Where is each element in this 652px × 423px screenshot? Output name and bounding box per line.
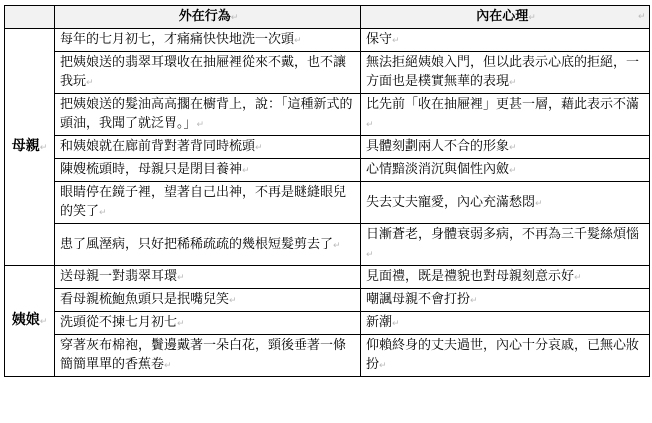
behavior-text: 把姨娘送的髮油高高擱在櫥背上，說：「這種新式的頭油，我聞了就泛胃。」 <box>60 97 353 131</box>
behavior-cell-mark: ↵ <box>86 78 94 88</box>
behavior-cell-mark: ↵ <box>99 208 107 218</box>
psychology-text: 比先前「收在抽屜裡」更甚一層，藉此表示不滿 <box>366 97 640 112</box>
table-row <box>5 289 650 312</box>
behavior-text: 送母親一對翡翠耳環 <box>60 269 178 284</box>
psychology-cell-mark: ↵ <box>509 143 517 153</box>
table-row <box>5 182 650 224</box>
psychology-cell-mark: ↵ <box>535 198 543 209</box>
header-behavior-mark: ↵ <box>230 13 239 23</box>
table-row <box>5 52 650 94</box>
psychology-cell-mark: ↵ <box>392 319 400 329</box>
behavior-text: 和姨娘就在廊前背對著背同時梳頭 <box>60 139 256 154</box>
group-label: 母親 <box>11 137 40 154</box>
psychology-cell-mark: ↵ <box>392 36 400 46</box>
behavior-text: 陳嫂梳頭時，母親只是閉目養神 <box>60 162 243 177</box>
comparison-table <box>4 5 650 377</box>
behavior-text: 患了風溼病，只好把稀稀疏疏的幾根短髮剪去了 <box>60 236 334 252</box>
header-psychology-label: 內在心理 <box>476 9 529 24</box>
psychology-cell <box>361 94 650 136</box>
psychology-text: 日漸蒼老，身體衰弱多病，不再為三千髮絲煩惱 <box>366 227 640 242</box>
psychology-text: 仰賴終身的丈夫過世，內心十分哀戚，已無心妝扮 <box>366 338 640 372</box>
psychology-cell <box>361 182 650 224</box>
behavior-text: 眼睛停在鏡子裡，望著自己出神，不再是瞇縫眼兒的笑了 <box>60 185 347 219</box>
behavior-text: 把姨娘送的翡翠耳環收在抽屜裡從來不戴，也不讓我玩 <box>60 55 347 89</box>
behavior-cell-mark: ↵ <box>242 166 250 176</box>
psychology-text: 新潮 <box>366 315 393 330</box>
group-label: 姨娘 <box>11 311 40 328</box>
psychology-cell <box>361 266 650 289</box>
behavior-cell <box>55 52 361 94</box>
psychology-text: 保守 <box>366 32 393 47</box>
psychology-text: 見面禮，既是禮貌也對母親刻意示好 <box>366 269 575 284</box>
table-row <box>5 335 650 377</box>
psychology-cell-mark: ↵ <box>574 273 582 283</box>
table-row <box>5 29 650 52</box>
behavior-cell-mark: ↵ <box>229 296 237 306</box>
psychology-cell <box>361 335 650 377</box>
behavior-text: 穿著灰布棉袍，鬢邊戴著一朵白花，頸後垂著一條簡簡單單的香蕉卷 <box>60 338 347 372</box>
psychology-cell-mark: ↵ <box>509 166 517 176</box>
table-row <box>5 224 650 266</box>
group-label-mark: ↵ <box>39 142 48 153</box>
table-row <box>5 94 650 136</box>
corner-cell: ↵ <box>5 6 55 29</box>
header-psychology <box>361 6 650 29</box>
psychology-cell-mark: ↵ <box>379 361 387 371</box>
behavior-cell-mark: ↵ <box>255 143 263 153</box>
behavior-cell-mark: ↵ <box>164 361 172 371</box>
behavior-cell <box>55 29 361 52</box>
behavior-cell <box>55 335 361 377</box>
group-label-mark: ↵ <box>39 316 48 327</box>
behavior-cell <box>55 94 361 136</box>
psychology-cell <box>361 159 650 182</box>
behavior-cell <box>55 182 361 224</box>
group-label-cell <box>5 29 55 266</box>
behavior-cell <box>55 159 361 182</box>
behavior-cell-mark: ↵ <box>333 240 341 251</box>
behavior-cell <box>55 289 361 312</box>
table-row <box>5 312 650 335</box>
psychology-cell-mark: ↵ <box>366 250 374 260</box>
behavior-text: 每年的七月初七，才痛痛快快地洗一次頭 <box>60 32 295 47</box>
table-row <box>5 159 650 182</box>
psychology-cell <box>361 312 650 335</box>
psychology-cell <box>361 29 650 52</box>
psychology-cell <box>361 224 650 266</box>
psychology-text: 心情黯淡消沉與個性內斂 <box>366 162 510 177</box>
group-label-cell <box>5 266 55 377</box>
behavior-text: 看母親梳鮑魚頭只是抿嘴兒笑 <box>60 292 230 307</box>
behavior-cell <box>55 266 361 289</box>
behavior-text: 洗頭從不揀七月初七 <box>60 315 178 330</box>
behavior-cell-mark: ↵ <box>177 273 185 283</box>
psychology-text: 無法拒絕姨娘入門，但以此表示心底的拒絕，一方面也是樸實無華的表現 <box>366 55 640 89</box>
header-psychology-mark: ↵ <box>528 13 536 23</box>
psychology-text: 嘲諷母親不會打扮 <box>366 292 471 307</box>
behavior-cell <box>55 136 361 159</box>
behavior-cell-mark: ↵ <box>294 36 302 46</box>
behavior-cell-mark: ↵ <box>196 120 205 130</box>
psychology-cell <box>361 289 650 312</box>
behavior-cell <box>55 312 361 335</box>
psychology-cell-mark: ↵ <box>366 120 374 130</box>
psychology-cell-mark: ↵ <box>470 296 478 306</box>
psychology-cell <box>361 136 650 159</box>
psychology-cell-mark: ↵ <box>509 78 517 88</box>
psychology-text: 具體刻劃兩人不合的形象 <box>366 139 510 154</box>
behavior-cell-mark: ↵ <box>177 319 185 329</box>
psychology-cell <box>361 52 650 94</box>
header-behavior-label: 外在行為 <box>178 9 231 24</box>
table-row <box>5 266 650 289</box>
header-behavior <box>55 6 361 29</box>
behavior-cell <box>55 224 361 266</box>
psychology-text: 失去丈夫寵愛，內心充滿愁悶 <box>366 194 536 210</box>
header-row <box>5 6 650 29</box>
table-row <box>5 136 650 159</box>
